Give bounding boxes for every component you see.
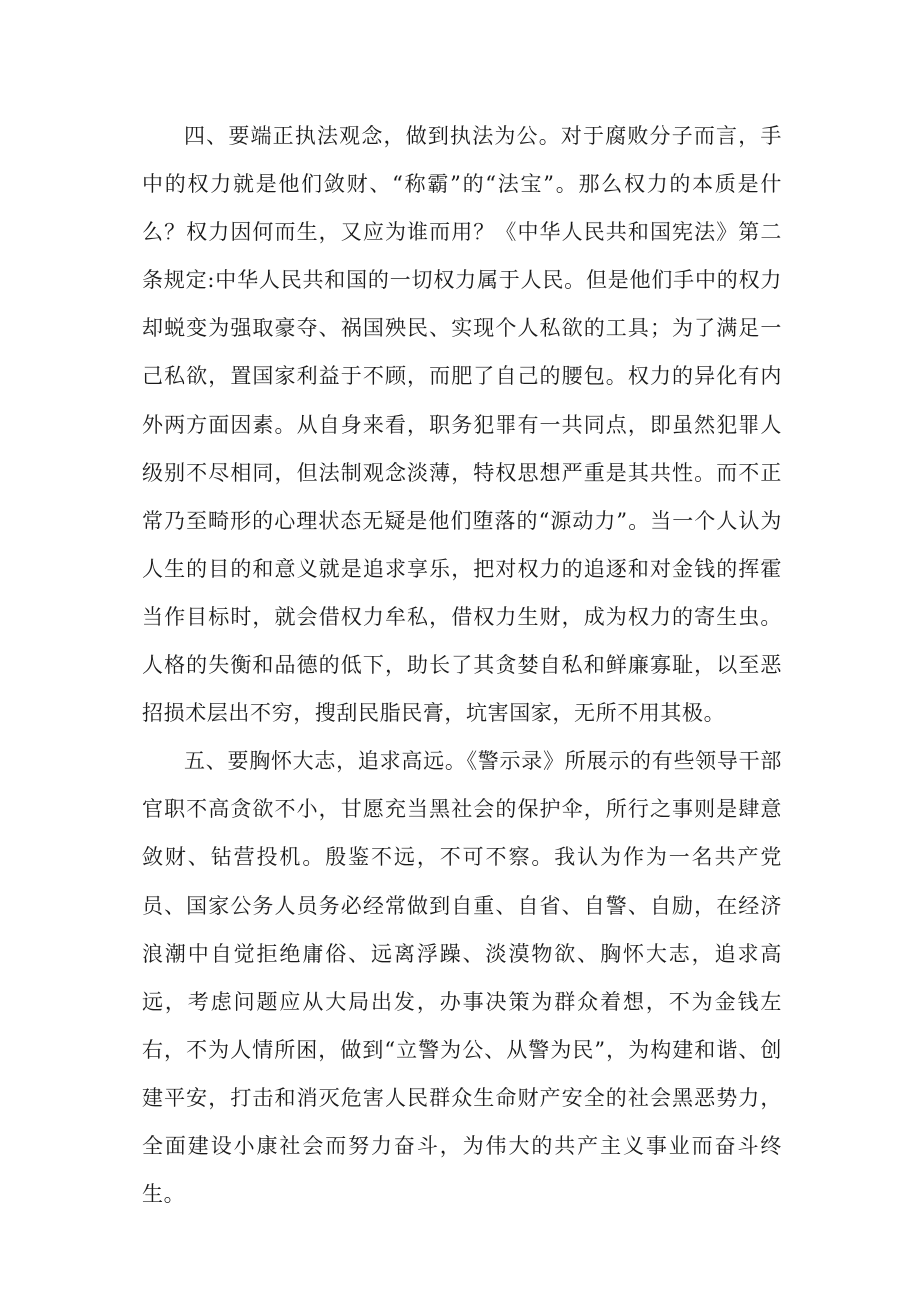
document-body	[142, 112, 782, 1218]
paragraph-five: 五、要胸怀大志，追求高远。《警示录》所展示的有些领导干部官职不高贪欲不小，甘愿充当黑社会的保护伞，所行之事则是肆意敛财、钻营投机。殷鉴不远，不可不察。我认为作为一名共产党员、国家公务人员务必经常做到自重、自省、自警、自励，在经济浪潮中自觉拒绝庸俗、远离浮躁、淡漠物欲、胸怀大志，追求高远，考虑问题应从大局出发，办事决策为群众着想，不为金钱左右，不为人情所困，做到“立警为公、从警为民”，为构建和谐、创建平安，打击和消灭危害人民群众生命财产安全的社会黑恶势力，全面建设小康社会而努力奋斗，为伟大的共产主义事业而奋斗终生。	[142, 749, 782, 1207]
paragraph-four: 四、要端正执法观念，做到执法为公。对于腐败分子而言，手中的权力就是他们敛财、“称霸”的“法宝”。那么权力的本质是什么？权力因何而生，又应为谁而用？《中华人民共和国宪法》第二条规定:中华人民共和国的一切权力属于人民。但是他们手中的权力却蜕变为强取豪夺、祸国殃民、实现个人私欲的工具；为了满足一己私欲，置国家利益于不顾，而肥了自己的腰包。权力的异化有内外两方面因素。从自身来看，职务犯罪有一共同点，即虽然犯罪人级别不尽相同，但法制观念淡薄，特权思想严重是其共性。而不正常乃至畸形的心理状态无疑是他们堕落的“源动力”。当一个人认为人生的目的和意义就是追求享乐，把对权力的追逐和对金钱的挥霍当作目标时，就会借权力牟私，借权力生财，成为权力的寄生虫。人格的失衡和品德的低下，助长了其贪婪自私和鲜廉寡耻，以至恶招损术层出不穷，搜刮民脂民膏，坑害国家，无所不用其极。	[142, 124, 782, 726]
